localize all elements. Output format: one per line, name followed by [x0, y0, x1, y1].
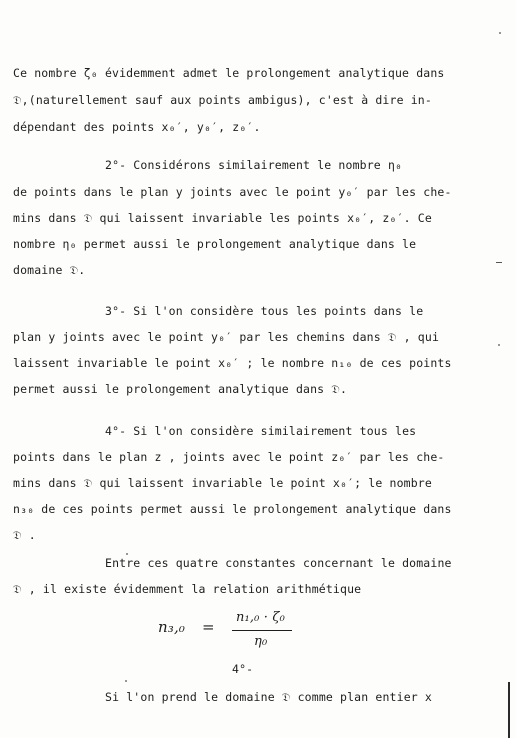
text-line: laissent invariable le point x₀′ ; le nombre n₁₀ de ces points	[13, 356, 452, 370]
text-line: points dans le plan z , joints avec le point z₀′ par les che-	[13, 450, 445, 464]
text-line: 𝔇 .	[13, 528, 36, 542]
scan-speck	[126, 553, 128, 555]
text-line: mins dans 𝔇 qui laissent invariable les points x₀′, z₀′. Ce	[13, 211, 432, 225]
text-line: dépendant des points x₀′, y₀′, z₀′.	[13, 120, 261, 134]
formula	[158, 610, 318, 656]
margin-tick	[496, 262, 502, 263]
text-line: Si l'on prend le domaine 𝔇 comme plan entier x	[105, 690, 432, 704]
text-line: mins dans 𝔇 qui laissent invariable le point x₀′; le nombre	[13, 476, 432, 490]
text-line: domaine 𝔇.	[13, 263, 86, 277]
text-line: Ce nombre ζ₀ évidemment admet le prolongement analytique dans	[13, 66, 445, 80]
text-line: permet aussi le prolongement analytique dans 𝔇.	[13, 382, 348, 396]
text-line: nombre η₀ permet aussi le prolongement analytique dans le	[13, 237, 417, 251]
formula-lhs: n₃,₀	[158, 618, 186, 636]
text-line: 𝔇,(naturellement sauf aux points ambigus), c'est à dire in-	[13, 93, 432, 107]
scan-speck	[125, 680, 127, 682]
text-line: 𝔇 , il existe évidemment la relation arithmétique	[13, 582, 362, 596]
section-number: 4°-	[232, 662, 254, 676]
scan-speck	[499, 32, 501, 34]
paragraph-heading: 2°- Considérons similairement le nombre η₀	[105, 158, 403, 172]
fraction-bar	[232, 630, 292, 631]
paragraph-heading: 3°- Si l'on considère tous les points dans le	[105, 304, 424, 318]
text-line: de points dans le plan y joints avec le point y₀′ par les che-	[13, 185, 452, 199]
formula-numerator: n₁,₀ · ζ₀	[236, 610, 285, 625]
scan-speck	[498, 344, 500, 346]
paragraph-heading: 4°- Si l'on considère similairement tous les	[105, 424, 417, 438]
paragraph-heading: Entre ces quatre constantes concernant le domaine	[105, 556, 452, 570]
formula-denominator: η₀	[254, 634, 268, 649]
text-line: n₃₀ de ces points permet aussi le prolongement analytique dans	[13, 502, 452, 516]
text-line: plan y joints avec le point y₀′ par les chemins dans 𝔇 , qui	[13, 330, 440, 344]
formula-equals: =	[202, 618, 215, 636]
margin-rule	[508, 682, 510, 738]
